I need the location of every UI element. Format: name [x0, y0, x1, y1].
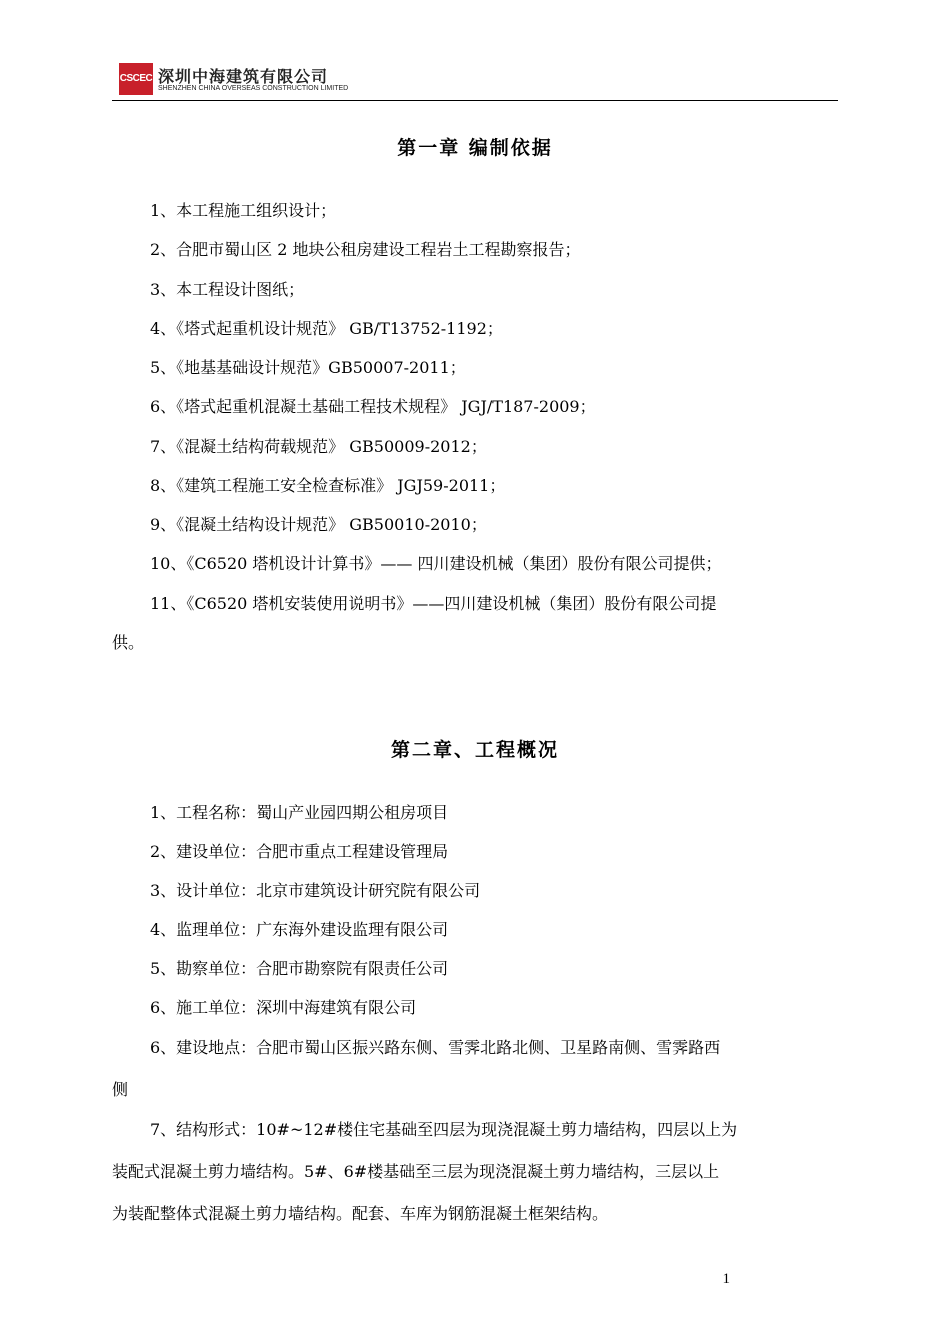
chapter2-item-structure-line2: 装配式混凝土剪力墙结构。5#、6#楼基础至三层为现浇混凝土剪力墙结构，三层以上 [112, 1162, 720, 1181]
chapter2-item-contractor: 6、施工单位：深圳中海建筑有限公司 [150, 998, 417, 1017]
page-number: 1 [722, 1271, 730, 1287]
chapter2-item-owner: 2、建设单位：合肥市重点工程建设管理局 [150, 842, 449, 861]
chapter2-item-location-continued: 侧 [112, 1080, 129, 1099]
chapter1-item-4: 4、《塔式起重机设计规范》 GB/T13752-1192； [150, 319, 503, 338]
company-logo-icon: CSCEC [119, 63, 153, 95]
chapter2-item-structure-line1: 7、结构形式：10#~12#楼住宅基础至四层为现浇混凝土剪力墙结构，四层以上为 [150, 1120, 738, 1139]
chapter1-item-2: 2、合肥市蜀山区 2 地块公租房建设工程岩土工程勘察报告； [150, 240, 581, 259]
chapter1-item-5: 5、《地基基础设计规范》GB50007-2011； [150, 358, 466, 377]
company-name-cn: 深圳中海建筑有限公司 [158, 67, 329, 86]
chapter1-item-8: 8、《建筑工程施工安全检查标准》 JGJ59-2011； [150, 476, 506, 495]
page-header [112, 58, 838, 101]
chapter1-item-3: 3、本工程设计图纸； [150, 280, 305, 299]
chapter2-item-project-name: 1、工程名称：蜀山产业园四期公租房项目 [150, 803, 449, 822]
chapter2-item-supervisor: 4、监理单位：广东海外建设监理有限公司 [150, 920, 449, 939]
chapter2-item-surveyor: 5、勘察单位：合肥市勘察院有限责任公司 [150, 959, 449, 978]
chapter1-item-11-continued: 供。 [112, 633, 145, 652]
chapter2-item-location: 6、建设地点：合肥市蜀山区振兴路东侧、雪霁北路北侧、卫星路南侧、雪霁路西 [150, 1038, 721, 1057]
chapter1-item-11: 11、《C6520 塔机安装使用说明书》——四川建设机械（集团）股份有限公司提 [150, 594, 717, 613]
chapter1-title: 第一章 编制依据 [397, 137, 553, 159]
chapter1-item-10: 10、《C6520 塔机设计计算书》—— 四川建设机械（集团）股份有限公司提供； [150, 554, 722, 573]
chapter2-item-designer: 3、设计单位：北京市建筑设计研究院有限公司 [150, 881, 481, 900]
chapter1-item-9: 9、《混凝土结构设计规范》 GB50010-2010； [150, 515, 487, 534]
chapter2-item-structure-line3: 为装配整体式混凝土剪力墙结构。配套、车库为钢筋混凝土框架结构。 [112, 1204, 609, 1223]
chapter1-item-7: 7、《混凝土结构荷载规范》 GB50009-2012； [150, 437, 487, 456]
chapter1-item-1: 1、本工程施工组织设计； [150, 201, 337, 220]
chapter2-title: 第二章、工程概况 [390, 739, 559, 761]
chapter1-item-6: 6、《塔式起重机混凝土基础工程技术规程》 JGJ/T187-2009； [150, 397, 596, 416]
company-name-en: SHENZHEN CHINA OVERSEAS CONSTRUCTION LIMITED [158, 85, 349, 92]
